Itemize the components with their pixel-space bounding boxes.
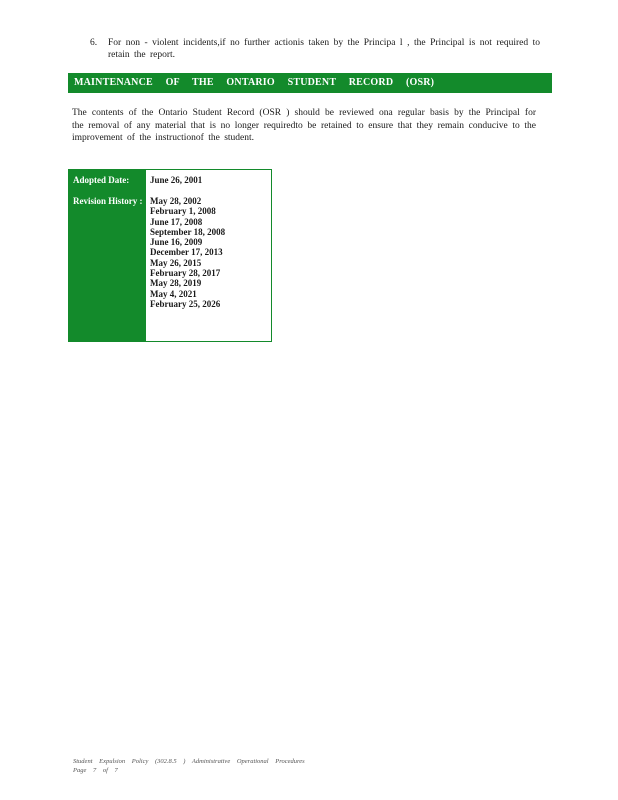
- revision-date: May 4, 2021: [150, 288, 197, 299]
- revision-date: February 28, 2017: [150, 268, 221, 279]
- revision-date: June 17, 2008: [150, 216, 203, 227]
- revision-date: May 28, 2019: [150, 278, 202, 289]
- revision-date: May 26, 2015: [150, 257, 202, 268]
- footer-policy-title: Student Expulsion Policy (302.8.5 ) Administrative Operational Procedures: [73, 758, 305, 765]
- adopted-date-label: Adopted Date:: [73, 175, 130, 185]
- footer-page-number: Page 7 of 7: [73, 767, 118, 774]
- adopted-date-value: June 26, 2001: [150, 175, 203, 185]
- revision-date: June 16, 2009: [150, 237, 203, 248]
- history-values-column: [146, 170, 271, 341]
- revision-date: September 18, 2008: [150, 226, 226, 237]
- page-footer: [73, 757, 305, 775]
- revision-history-label: Revision History :: [73, 196, 143, 206]
- numbered-item-6: [90, 37, 540, 61]
- osr-paragraph: The contents of the Ontario Student Record (OSR ) should be reviewed ona regular basis by the Principal for the removal of any material that is no longer requiredto be retained to ensure that they remain conducive to the improvement of the instructionof the student.: [72, 108, 536, 143]
- item-text: For non - violent incidents,if no further actionis taken by the Principa l , the Principal is not required to retain the report.: [108, 38, 540, 60]
- section-heading-bar: MAINTENANCE OF THE ONTARIO STUDENT RECORD (OSR): [68, 73, 552, 93]
- revision-date: May 28, 2002: [150, 196, 202, 206]
- revision-date: February 1, 2008: [150, 206, 216, 217]
- item-number: 6.: [90, 38, 98, 48]
- history-labels-column: [69, 170, 146, 341]
- revision-history-table: [68, 169, 272, 342]
- revision-date: December 17, 2013: [150, 247, 223, 258]
- revision-date: February 25, 2026: [150, 298, 221, 309]
